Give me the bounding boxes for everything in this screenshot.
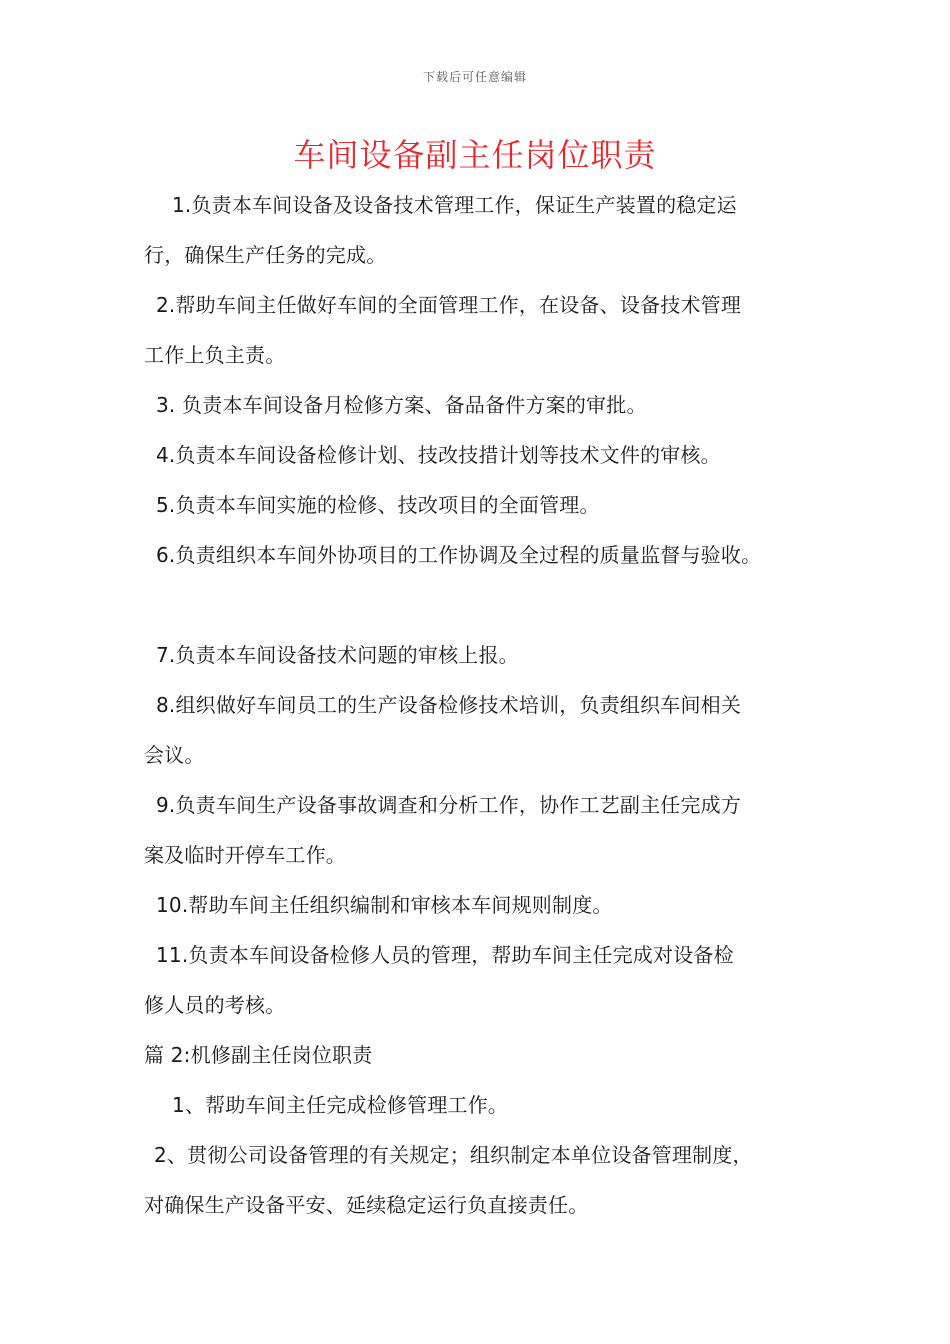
paragraph-line: 对确保生产设备平安、延续稳定运行负直接责任。 xyxy=(144,1193,589,1217)
paragraph-line: 工作上负主责。 xyxy=(144,343,286,367)
paragraph-line: 案及临时开停车工作。 xyxy=(144,843,346,867)
paragraph-line: 1、帮助车间主任完成检修管理工作。 xyxy=(172,1093,509,1117)
paragraph-line: 会议。 xyxy=(144,743,205,767)
paragraph-line: 7.负责本车间设备技术问题的审核上报。 xyxy=(156,643,519,667)
paragraph-line: 5.负责本车间实施的检修、技改项目的全面管理。 xyxy=(156,493,600,517)
section-heading: 篇 2:机修副主任岗位职责 xyxy=(144,1043,373,1067)
paragraph-line: 2、贯彻公司设备管理的有关规定；组织制定本单位设备管理制度， xyxy=(154,1143,753,1167)
paragraph-line: 1.负责本车间设备及设备技术管理工作，保证生产装置的稳定运 xyxy=(172,193,737,217)
paragraph-line: 10.帮助车间主任组织编制和审核本车间规则制度。 xyxy=(156,893,613,917)
paragraph-line: 3. 负责本车间设备月检修方案、备品备件方案的审批。 xyxy=(156,393,647,417)
paragraph-line: 6.负责组织本车间外协项目的工作协调及全过程的质量监督与验收。 xyxy=(156,543,762,567)
paragraph-line: 2.帮助车间主任做好车间的全面管理工作，在设备、设备技术管理 xyxy=(156,293,742,317)
paragraph-line: 4.负责本车间设备检修计划、技改技措计划等技术文件的审核。 xyxy=(156,443,721,467)
paragraph-line: 9.负责车间生产设备事故调查和分析工作，协作工艺副主任完成方 xyxy=(156,793,742,817)
page-header: 下载后可任意编辑 xyxy=(422,70,527,84)
paragraph-line: 11.负责本车间设备检修人员的管理，帮助车间主任完成对设备检 xyxy=(156,943,734,967)
paragraph-line: 8.组织做好车间员工的生产设备检修技术培训，负责组织车间相关 xyxy=(156,693,742,717)
paragraph-line: 行，确保生产任务的完成。 xyxy=(144,243,387,267)
blank-line xyxy=(144,580,824,630)
document-title: 车间设备副主任岗位职责 xyxy=(293,136,657,174)
document-body xyxy=(144,180,824,1230)
paragraph-line: 修人员的考核。 xyxy=(144,993,286,1017)
